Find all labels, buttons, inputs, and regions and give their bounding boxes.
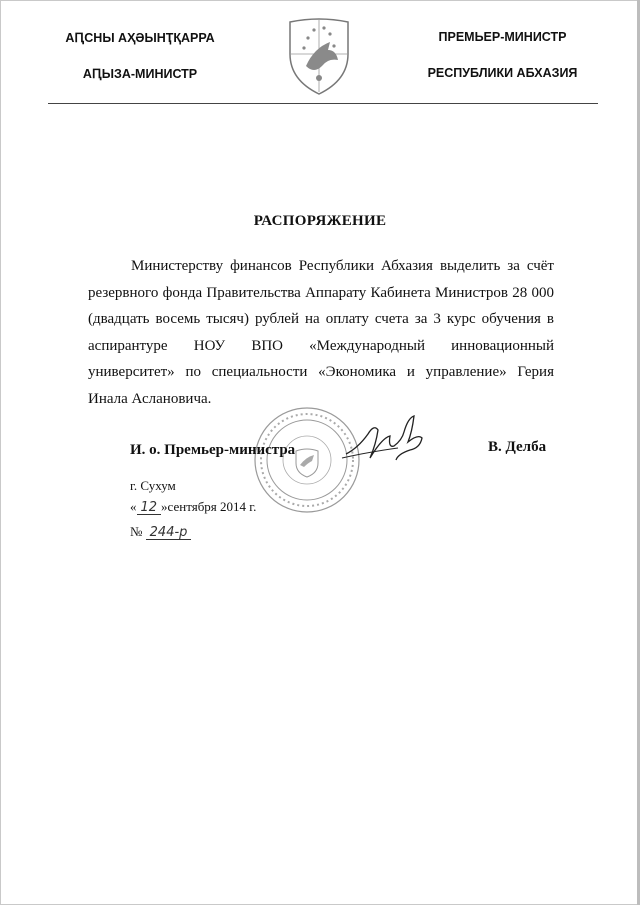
- header-left-line2: АԤЫЗА-МИНИСТР: [82, 67, 198, 81]
- signatory-position: И. о. Премьер-министра: [130, 442, 296, 458]
- handwritten-signature: [338, 408, 438, 468]
- body-paragraph: Министерству финансов Республики Абхазия выделить за счёт резервного фонда Правительства Аппарату Кабинета Министров 28 000 (двадцать восемь тысяч) рублей на оплату счета за 3 курс обучения в аспирантуре НОУ ВПО «Международный инновационный университет» по специальности «Экономика и управление» Герия Инала Аслановича.: [88, 258, 554, 407]
- date-day-handwritten: 12: [137, 502, 162, 515]
- date-open-quote: «: [130, 499, 137, 514]
- document-date: [130, 499, 256, 515]
- header-right-line2: РЕСПУБЛИКИ АБХАЗИЯ: [427, 66, 578, 80]
- date-rest: »сентября 2014 г.: [161, 499, 257, 514]
- document-body: [88, 253, 554, 412]
- signatory-name: В. Делба: [488, 439, 547, 455]
- header-rule: [48, 103, 598, 104]
- coat-of-arms-icon: [284, 14, 354, 98]
- document-place: г. Сухум: [130, 478, 176, 493]
- number-value-handwritten: 244-р: [146, 527, 192, 540]
- number-label: №: [130, 524, 143, 539]
- document-title: РАСПОРЯЖЕНИЕ: [253, 213, 387, 229]
- document-number: [130, 524, 191, 540]
- header-left-line1: АԤСНЫ АҲӘЫНҬҚАРРА: [65, 31, 215, 45]
- header-right-line1: ПРЕМЬЕР-МИНИСТР: [438, 30, 567, 44]
